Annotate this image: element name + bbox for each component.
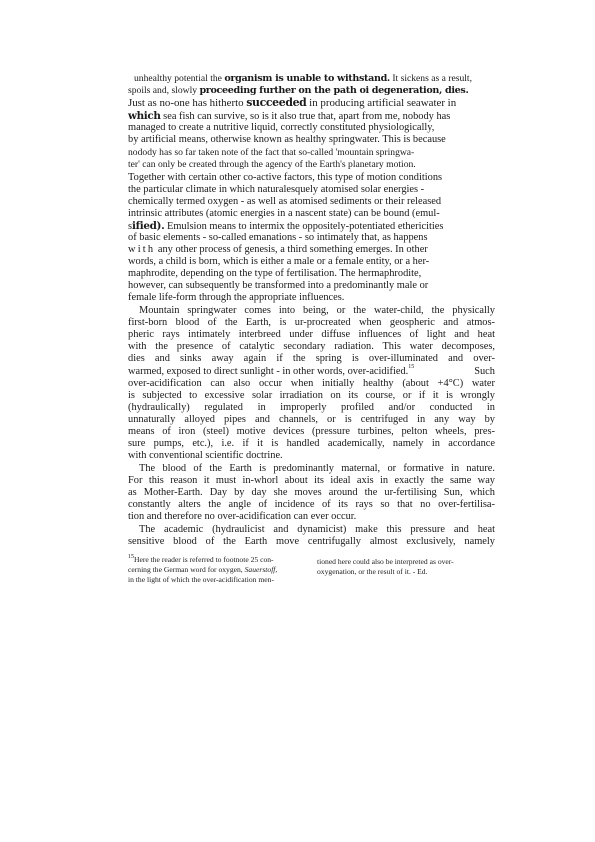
text-line <box>134 73 472 85</box>
text-line: tion and therefore no over-acidification can ever occur. <box>128 511 357 522</box>
bold-text: proceeding further on the path oi degeneration, dies. <box>199 85 469 96</box>
text-span: Emulsion means to intermix the oppositely-potentiated ethericities <box>164 221 444 232</box>
text-line: of basic elements - so-called emanations - so intimately that, as happens <box>128 232 428 243</box>
footnote-marker: 15 <box>408 364 415 370</box>
text-span: warmed, exposed to direct sunlight - in other words, over-acidified. <box>128 366 409 377</box>
text-span: sea fish can survive, so is it also true that, apart from me, nobody has <box>160 111 451 122</box>
text-line: maphrodite, depending on the type of fertilisation. The hermaphrodite, <box>128 268 422 279</box>
text-line: words, a child is born, which is either a male or a female entity, or a her- <box>128 256 430 267</box>
text-line: ter' can only be created through the agency of the Earth's planetary motion. <box>128 159 416 170</box>
footnote-line: in the light of which the over-acidification men- <box>128 575 274 584</box>
text-span: any other process of genesis, a third something emerges. In other <box>155 244 428 255</box>
text-line: over-acidification can also occur when initially healthy (about +4°C) water <box>128 378 495 389</box>
text-line: intrinsic attributes (atomic energies in a nascent state) can be bound (emul- <box>128 208 440 219</box>
text-line <box>128 97 456 109</box>
text-line: constantly alters the angle of incidence of its rays so that no over-fertilisa- <box>128 499 495 510</box>
text-line: means of iron (steel) motive devices (pressure turbines, pelton wheels, pres- <box>128 426 495 437</box>
text-line: with the presence of catalytic secondary radiation. This water decomposes, <box>128 341 495 352</box>
text-line: the particular climate in which naturalesquely atomised solar energies - <box>128 184 425 195</box>
text-line: Mountain springwater comes into being, or the water-child, the physically <box>139 305 495 316</box>
text-line: is subjected to excessive solar irradiation on its course, or if it is wrongly <box>128 390 495 401</box>
footnote-marker: 15 <box>128 554 134 560</box>
text-line: however, can subsequently be transformed into a predominantly male or <box>128 280 429 291</box>
text-line: managed to create a nutritive liquid, correctly constituted physiologically, <box>128 122 435 133</box>
text-line: nodody has so far taken note of the fact that so-called 'mountain springwa- <box>128 147 415 158</box>
text-line: unnaturally alloyed pipes and channels, or is centrifuged in any way by <box>128 414 495 425</box>
text-span: Just as no-one has hitherto <box>128 97 247 109</box>
text-line: as Mother-Earth. Day by day she moves around the ur-fertilising Sun, which <box>128 487 495 498</box>
text-span: Such <box>474 366 495 377</box>
text-line: first-born blood of the Earth, is ur-procreated when geospheric and atmos- <box>128 317 495 328</box>
italic-text: Sauerstoff, <box>244 565 278 574</box>
text-line <box>128 244 428 256</box>
text-line: sure pumps, etc.), i.e. if it is handled academically, namely in accordance <box>128 438 495 449</box>
bold-text: ified). <box>132 220 165 232</box>
footnote-text: Here the reader is referred to footnote 25 con- <box>134 555 274 564</box>
bold-text: organism is unable to withstand. <box>224 73 390 84</box>
text-line: pheric rays intimately interbreed under diffuse influences of light and heat <box>128 329 495 340</box>
spaced-text: with <box>128 244 156 255</box>
text-line <box>128 366 495 378</box>
footnote-line: tioned here could also be interpreted as over- <box>317 557 454 566</box>
bold-text: which <box>128 110 161 122</box>
footnote-text: cerning the German word for oxygen, <box>128 565 245 574</box>
text-line: with conventional scientific doctrine. <box>128 450 283 461</box>
text-span: spoils and, slowly <box>128 85 200 96</box>
text-line: The blood of the Earth is predominantly maternal, or formative in nature. <box>139 463 495 474</box>
text-span: It sickens as a result, <box>389 73 472 84</box>
bold-text: succeeded <box>246 96 307 109</box>
text-span: unhealthy potential the <box>134 73 225 84</box>
text-line: Together with certain other co-active factors, this type of motion conditions <box>128 172 443 183</box>
text-span <box>128 366 414 378</box>
text-line: dies and sinks away again if the spring is over-illuminated and over- <box>128 353 495 364</box>
text-span: in producing artificial seawater in <box>306 97 457 109</box>
text-line: female life-form through the appropriate influences. <box>128 292 345 303</box>
text-line: sensitive blood of the Earth move centrifugally almost exclusively, namely <box>128 536 495 547</box>
text-span: s <box>128 221 133 232</box>
text-line: The academic (hydraulicist and dynamicist) make this pressure and heat <box>139 524 495 535</box>
text-line: by artificial means, otherwise known as healthy springwater. This is because <box>128 134 446 145</box>
text-line: chemically termed oxygen - as well as atomised sediments or their released <box>128 196 442 207</box>
footnote-line: oxygenation, or the result of it. - Ed. <box>317 567 428 576</box>
footnote-line <box>128 566 277 575</box>
text-line: (hydraulically) regulated in improperly profiled and/or conducted in <box>128 402 495 413</box>
text-line: For this reason it must in-whorl about its ideal axis in exactly the same way <box>128 475 495 486</box>
footnote-line <box>128 556 274 565</box>
